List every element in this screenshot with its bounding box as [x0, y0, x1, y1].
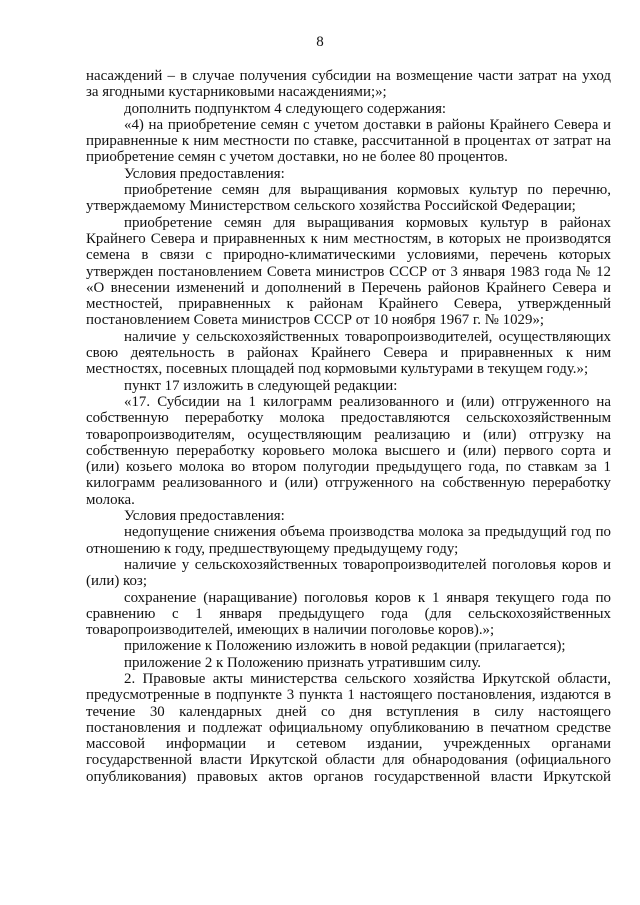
paragraph-11: недопущение снижения объема производства молока за предыдущий год по отношению к году, предшествующему предыдущему году; — [86, 524, 611, 557]
paragraph-16: 2. Правовые акты министерства сельского хозяйства Иркутской области, предусмотренные в подпункте 3 пункта 1 настоящего постановления, издаются в течение 30 календарных дней со дня вступления в силу настоящего постановления и подлежат официальному опубликованию в печатном средстве массовой информации и сетевом издании, учрежденных органами государственной власти Иркутской области для обнародования (официального опубликования) правовых актов органов государственной власти Иркутской — [86, 670, 611, 785]
paragraph-9: «17. Субсидии на 1 килограмм реализованного и (или) отгруженного на собственную переработку молока предоставляются сельскохозяйственным товаропроизводителям, осуществляющим реализацию и (или) отгрузку на собственную переработку коровьего молока высшего и (или) первого сорта и (или) козьего молока во втором полугодии предыдущего года, по ставкам за 1 килограмм реализованного и (или) отгруженного на собственную переработку молока. — [86, 393, 611, 508]
paragraph-15: приложение 2 к Положению признать утратившим силу. — [124, 654, 482, 671]
page-number: 8 — [316, 34, 324, 50]
paragraph-14: приложение к Положению изложить в новой редакции (прилагается); — [124, 638, 566, 655]
paragraph-13: сохранение (наращивание) поголовья коров к 1 января текущего года по сравнению с 1 января предыдущего года (для сельскохозяйственных товаропроизводителей, имеющих в наличии поголовье коров).»; — [86, 589, 611, 639]
paragraph-4: Условия предоставления: — [124, 165, 285, 182]
paragraph-2: дополнить подпунктом 4 следующего содержания: — [124, 100, 447, 117]
paragraph-3: «4) на приобретение семян с учетом доставки в районы Крайнего Севера и приравненные к ним местности по ставке, рассчитанной в процентах от затрат на приобретение семян с учетом доставки, но не более 80 процентов. — [86, 116, 611, 166]
paragraph-1: насаждений – в случае получения субсидии на возмещение части затрат на уход за ягодными кустарниковыми насаждениями;»; — [86, 68, 611, 101]
paragraph-12: наличие у сельскохозяйственных товаропроизводителей поголовья коров и (или) коз; — [86, 556, 611, 590]
paragraph-6: приобретение семян для выращивания кормовых культур в районах Крайнего Севера и приравненных к ним местностям, в которых не производятся семена в связи с природно-климатическими условиями, перечень которых утвержден постановлением Совета министров СССР от 3 января 1983 года № 12 «О внесении изменений и дополнений в Перечень районов Крайнего Севера и местностей, приравненных к районам Крайнего Севера, утвержденный постановлением Совета министров СССР от 10 ноября 1967 г. № 1029»; — [86, 214, 611, 329]
paragraph-8: пункт 17 изложить в следующей редакции: — [124, 377, 398, 394]
document-body — [86, 68, 611, 785]
paragraph-5: приобретение семян для выращивания кормовых культур по перечню, утверждаемому Министерством сельского хозяйства Российской Федерации; — [86, 182, 611, 215]
paragraph-7: наличие у сельскохозяйственных товаропроизводителей, осуществляющих свою деятельность в районах Крайнего Севера и приравненных к ним местностях, посевных площадей под кормовыми культурами в текущем году.»; — [86, 328, 611, 378]
paragraph-10: Условия предоставления: — [124, 508, 285, 525]
